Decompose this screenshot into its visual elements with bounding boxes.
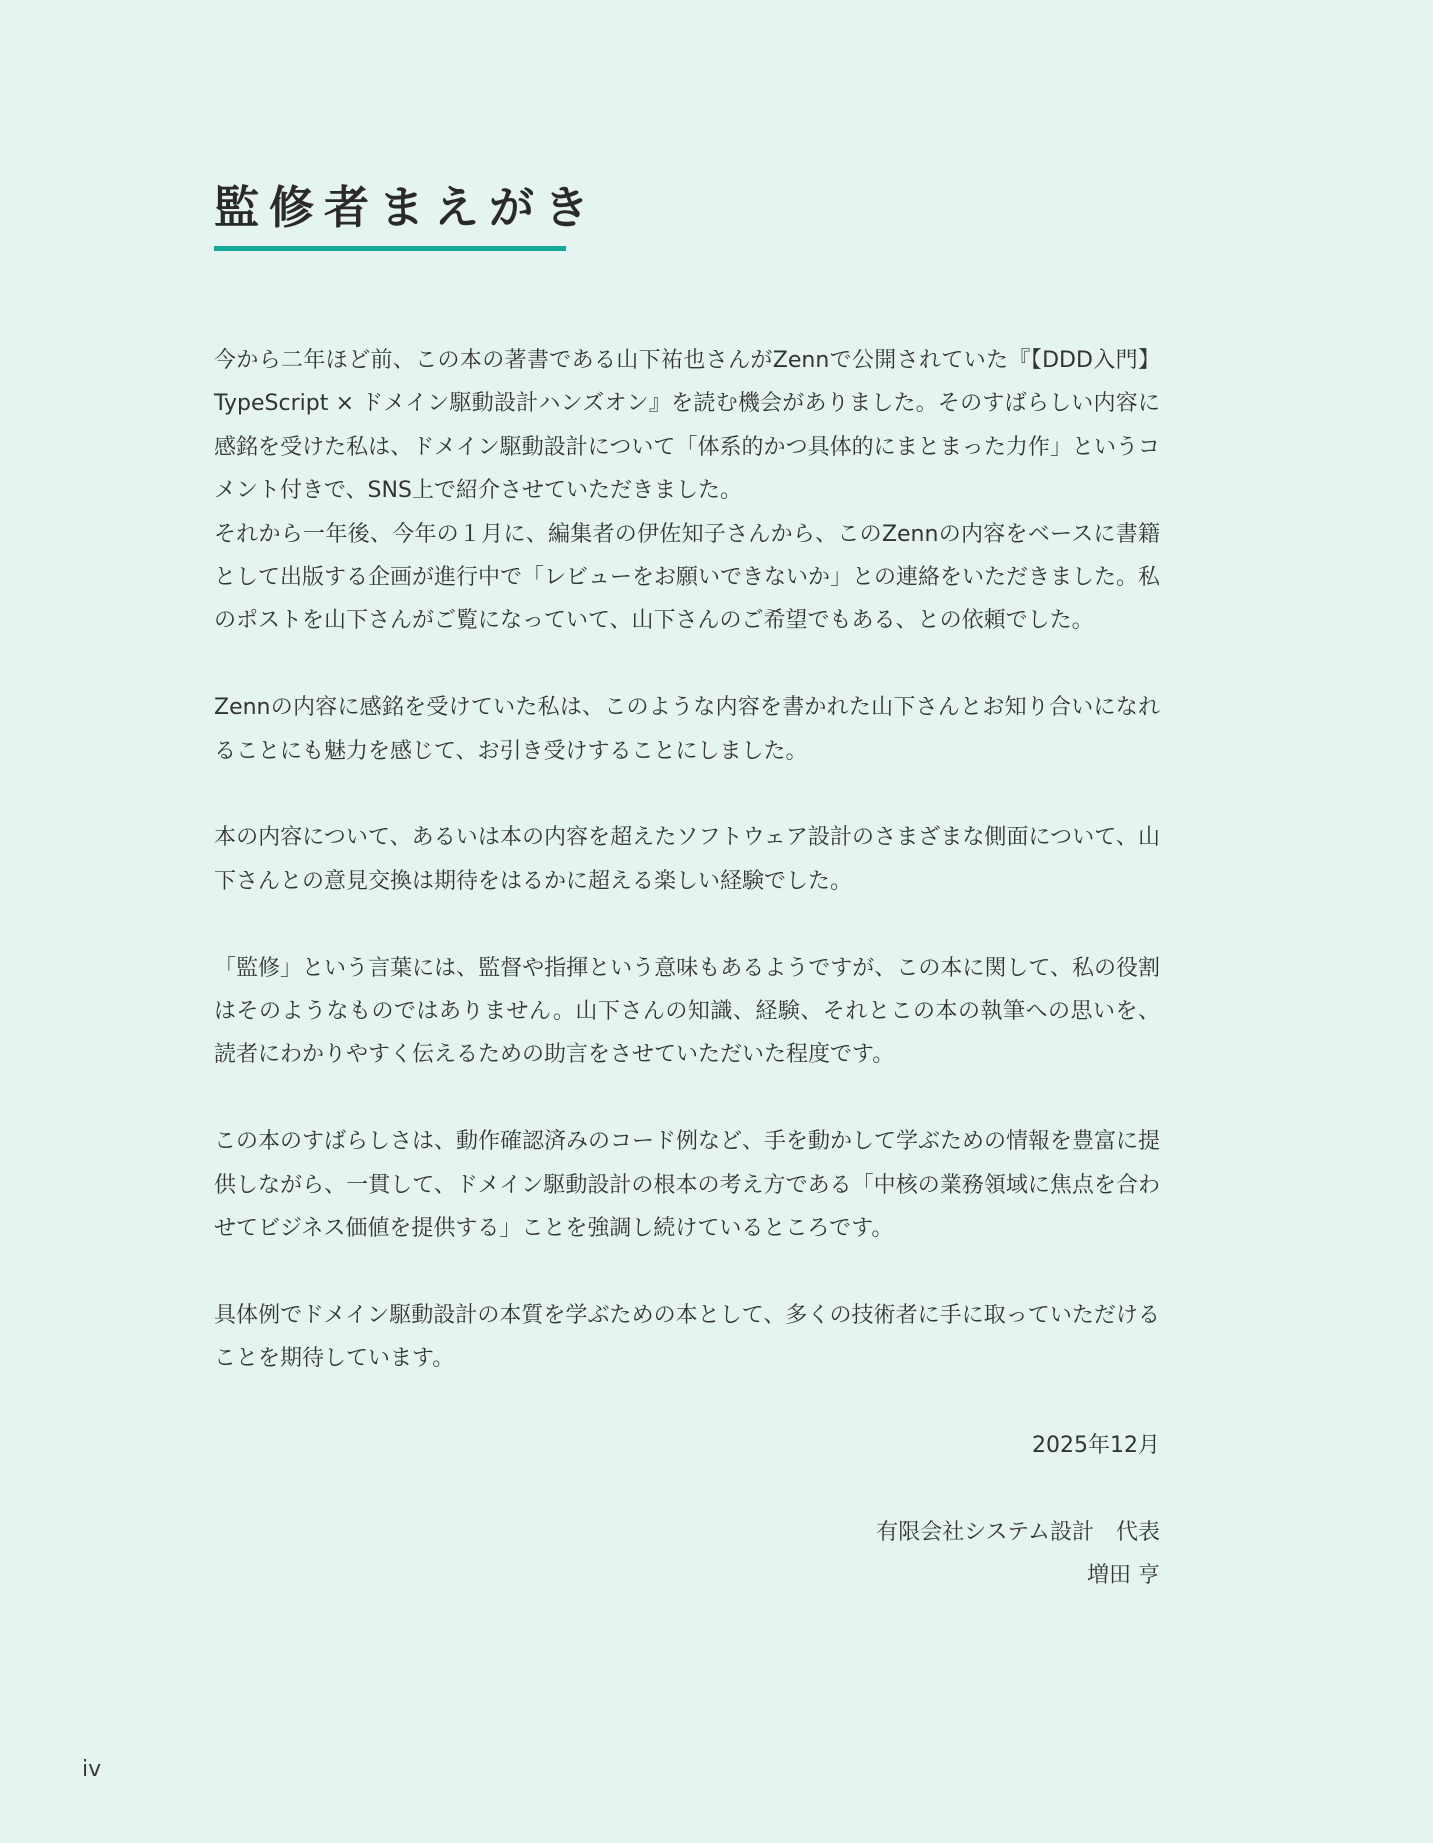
paragraph-4: 本の内容について、あるいは本の内容を超えたソフトウェア設計のさまざまな側面について、山下さんとの意見交換は期待をはるかに超える楽しい経験でした。 <box>214 825 1160 894</box>
signature-name: 増田 亨 <box>1087 1563 1160 1589</box>
signature-affiliation: 有限会社システム設計 代表 <box>876 1519 1160 1545</box>
paragraph-spacer <box>214 1467 1160 1510</box>
paragraph-6: この本のすばらしさは、動作確認済みのコード例など、手を動かして学ぶための情報を豊富に提供しながら、一貫して、ドメイン駆動設計の根本の考え方である「中核の業務領域に焦点を合わせてビジネス価値を提供する」ことを強調し続けているところです。 <box>214 1129 1161 1242</box>
paragraph-spacer <box>214 643 1160 686</box>
paragraph-spacer <box>214 1381 1160 1424</box>
paragraph-3: Zennの内容に感銘を受けていた私は、このような内容を書かれた山下さんとお知り合いになれることにも魅力を感じて、お引き受けすることにしました。 <box>214 695 1160 764</box>
paragraph-spacer <box>214 1250 1160 1293</box>
page-title: 監修者まえがき <box>214 181 600 234</box>
date: 2025年12月 <box>1032 1433 1160 1459</box>
paragraph-2: それから一年後、今年の１月に、編集者の伊佐知子さんから、このZennの内容をベースに書籍として出版する企画が進行中で「レビューをお願いできないか」との連絡をいただきました。私のポストを山下さんがご覧になっていて、山下さんのご希望でもある、との依頼でした。 <box>214 521 1161 634</box>
paragraph-5: 「監修」という言葉には、監督や指揮という意味もあるようですが、この本に関して、私の役割はそのようなものではありません。山下さんの知識、経験、それとこの本の執筆への思いを、読者にわかりやすく伝えるための助言をさせていただいた程度です。 <box>214 955 1160 1068</box>
paragraph-spacer <box>214 903 1160 946</box>
paragraph-spacer <box>214 773 1160 816</box>
title-underline <box>214 246 566 251</box>
page-number: iv <box>82 1757 102 1782</box>
title-block <box>214 176 599 251</box>
paragraph-spacer <box>214 1077 1160 1120</box>
paragraph-1: 今から二年ほど前、この本の著書である山下祐也さんがZennで公開されていた『【DDD入門】TypeScript × ドメイン駆動設計ハンズオン』を読む機会がありました。そのすばらしい内容に感銘を受けた私は、ドメイン駆動設計について「体系的かつ具体的にまとまった力作」というコメント付きで、SNS上で紹介させていただきました。 <box>214 348 1160 504</box>
paragraph-7: 具体例でドメイン駆動設計の本質を学ぶための本として、多くの技術者に手に取っていただけることを期待しています。 <box>214 1302 1160 1372</box>
preface-body <box>214 339 1160 1598</box>
